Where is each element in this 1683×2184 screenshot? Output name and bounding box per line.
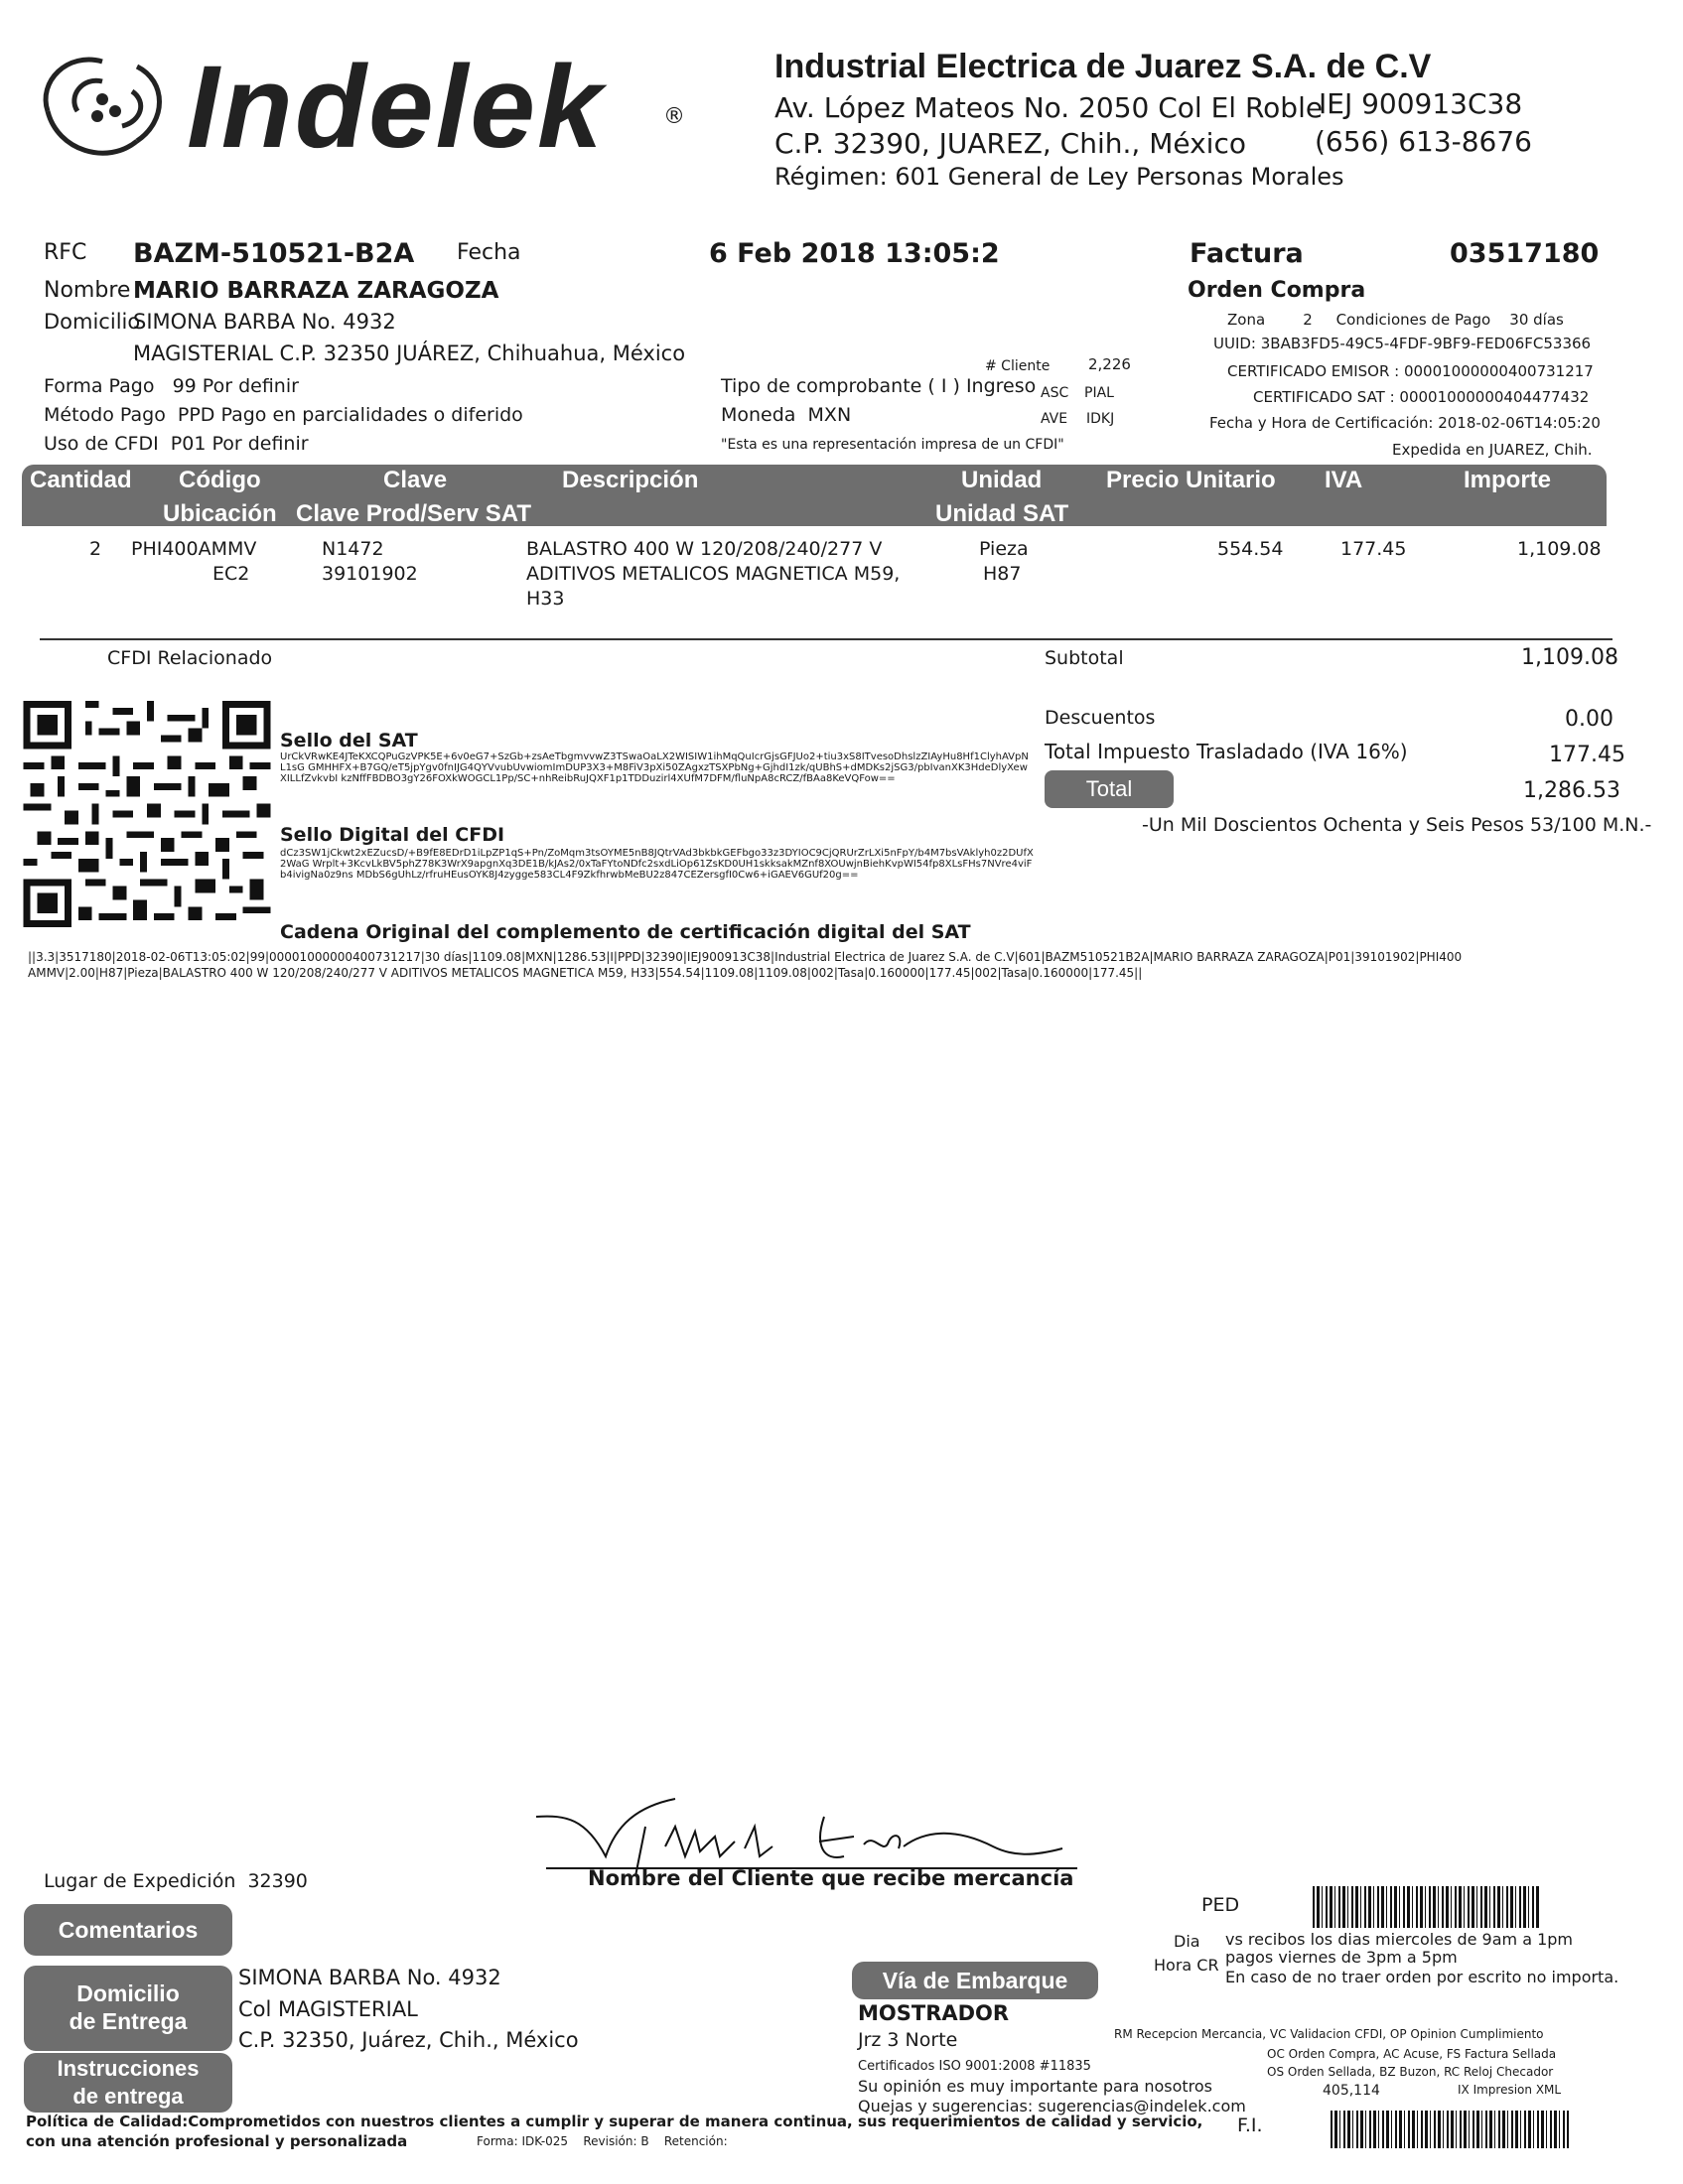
cell-unidad-sat: H87	[983, 563, 1022, 585]
via-embarque-value: MOSTRADOR	[858, 2001, 1010, 2025]
descuentos-label: Descuentos	[1045, 707, 1156, 729]
th-iva: IVA	[1325, 467, 1363, 493]
indelek-swirl-icon	[28, 42, 177, 171]
sello-cfdi-text: dCz3SW1jCkwt2xEZucsD/+B9fE8EDrD1iLpZP1qS+Pn/ZoMqm3tsOYME5nB8JQtrVAd3bkbkGEFbgo33z3DYIOC9CjQRUrZrLXi5nFpY/b4M7bsVAklyh0z2DUfX2WaG Wrplt+3KcvLkBV5phZ78K3WrX9apgnXq3DE1B/kJAs2/0xTaFYtoNDfc2sxdLiOp61ZsKD0UH1skksakMZnf8XOUwjnBiehKvpWI54fp8XLsFHs7NVre4viFb4ivigNa0z9ns MDbS6gUhLz/rfruHEusOYK8J4zygge583CL4F9ZkfhrwbMeBU2z847CEZersgfI0Cw6+iGAEV6GUf20g==	[280, 848, 1034, 881]
cadena-original-title: Cadena Original del complemento de certificación digital del SAT	[280, 921, 971, 943]
cliente-num: 2,226	[1088, 355, 1131, 373]
instrucciones-badge	[24, 2053, 232, 2113]
sello-sat-title: Sello del SAT	[280, 730, 418, 751]
th-precio-unitario: Precio Unitario	[1106, 467, 1276, 493]
impuesto-value: 177.45	[1549, 743, 1625, 767]
qr-code	[22, 701, 272, 927]
lugar-expedicion: Lugar de Expedición 32390	[44, 1870, 308, 1892]
total-value: 1,286.53	[1523, 778, 1620, 803]
client-name: MARIO BARRAZA ZARAGOZA	[133, 278, 499, 304]
politica-calidad-2: con una atención profesional y personalizada	[26, 2132, 408, 2150]
cell-descripcion-2: ADITIVOS METALICOS MAGNETICA M59,	[526, 563, 901, 585]
comentarios-label: Comentarios	[58, 1917, 199, 1943]
subtotal-value: 1,109.08	[1521, 645, 1618, 670]
metodo-pago: Método Pago PPD Pago en parcialidades o diferido	[44, 404, 523, 426]
asc-value: PIAL	[1084, 385, 1114, 401]
client-address-2: MAGISTERIAL C.P. 32350 JUÁREZ, Chihuahua, México	[133, 341, 686, 365]
th-clave: Clave	[383, 467, 448, 493]
invoice-date: 6 Feb 2018 13:05:2	[709, 238, 1000, 269]
factura-label: Factura	[1190, 238, 1304, 269]
domicilio-label: Domicilio	[44, 310, 141, 334]
asc-label: ASC	[1041, 385, 1069, 401]
total-badge	[1045, 770, 1174, 808]
forma-pago: Forma Pago 99 Por definir	[44, 375, 299, 397]
cell-importe: 1,109.08	[1517, 538, 1602, 560]
cell-precio: 554.54	[1217, 538, 1284, 560]
entrega-address-2: Col MAGISTERIAL	[238, 1997, 418, 2021]
company-name: Industrial Electrica de Juarez S.A. de C.V	[774, 48, 1432, 85]
company-address-1: Av. López Mateos No. 2050 Col El Roble	[774, 91, 1324, 124]
nombre-label: Nombre	[44, 278, 131, 303]
tipo-comprobante: Tipo de comprobante ( I ) Ingreso	[721, 375, 1037, 397]
ave-label: AVE	[1041, 411, 1068, 427]
zona-line: Zona 2 Condiciones de Pago 30 días	[1227, 311, 1564, 329]
politica-calidad-1: Política de Calidad:Comprometidos con nuestros clientes a cumplir y superar de manera continua, sus requerimientos de calidad y servicio,	[26, 2113, 1203, 2130]
th-ubicacion: Ubicación	[163, 500, 277, 527]
table-bottom-divider	[40, 638, 1613, 640]
cell-iva: 177.45	[1340, 538, 1407, 560]
cell-clave-sat: 39101902	[322, 563, 418, 585]
recibos-line-3: En caso de no traer orden por escrito no importa.	[1225, 1968, 1619, 1986]
expedida-en: Expedida en JUAREZ, Chih.	[1392, 441, 1593, 459]
company-logo	[28, 30, 703, 199]
th-cantidad: Cantidad	[30, 467, 132, 493]
cell-codigo: PHI400AMMV	[131, 538, 257, 560]
cell-cantidad: 2	[89, 538, 102, 560]
total-en-letra: -Un Mil Doscientos Ochenta y Seis Pesos 53/100 M.N.-	[1142, 814, 1652, 836]
fi-label: F.I.	[1237, 2115, 1263, 2136]
client-rfc: BAZM-510521-B2A	[133, 238, 415, 269]
company-regimen: Régimen: 601 General de Ley Personas Morales	[774, 163, 1344, 191]
company-phone: (656) 613-8676	[1315, 125, 1532, 158]
forma-revision: Forma: IDK-025 Revisión: B Retención:	[477, 2134, 728, 2148]
hora-cr-label: Hora CR	[1154, 1956, 1219, 1975]
cell-ubicacion: EC2	[212, 563, 250, 585]
entrega-address-1: SIMONA BARBA No. 4932	[238, 1966, 501, 1989]
cell-descripcion-3: H33	[526, 588, 565, 610]
fecha-certificacion: Fecha y Hora de Certificación: 2018-02-06T14:05:20	[1209, 414, 1601, 432]
uso-cfdi: Uso de CFDI P01 Por definir	[44, 433, 309, 455]
th-descripcion: Descripción	[562, 467, 699, 493]
th-unidad-sat: Unidad SAT	[935, 500, 1069, 527]
company-rfc: IEJ 900913C38	[1319, 87, 1523, 120]
cell-unidad: Pieza	[979, 538, 1029, 560]
quejas-text: Quejas y sugerencias: sugerencias@indelek.com	[858, 2097, 1246, 2116]
opinion-text: Su opinión es muy importante para nosotros	[858, 2077, 1213, 2096]
cert-emisor: CERTIFICADO EMISOR : 00001000000400731217	[1227, 362, 1594, 380]
client-address-1: SIMONA BARBA No. 4932	[133, 310, 396, 334]
oc-legend: OC Orden Compra, AC Acuse, FS Factura Sellada	[1267, 2047, 1557, 2061]
ave-value: IDKJ	[1086, 411, 1115, 427]
cell-descripcion-1: BALASTRO 400 W 120/208/240/277 V	[526, 538, 883, 560]
ix-legend: IX Impresion XML	[1458, 2083, 1562, 2097]
cell-clave: N1472	[322, 538, 384, 560]
ped-label: PED	[1201, 1894, 1240, 1916]
registered-mark-icon: ®	[663, 104, 685, 129]
barcode-top	[1313, 1886, 1541, 1928]
th-unidad: Unidad	[961, 467, 1043, 493]
th-clave-prod-sat: Clave Prod/Serv SAT	[296, 500, 531, 527]
impuesto-label: Total Impuesto Trasladado (IVA 16%)	[1045, 740, 1408, 763]
iso-cert: Certificados ISO 9001:2008 #11835	[858, 2059, 1091, 2074]
cert-sat: CERTIFICADO SAT : 00001000000404477432	[1253, 388, 1590, 406]
sello-sat-text: UrCkVRwKE4JTeKXCQPuGzVPK5E+6v0eG7+SzGb+zsAeTbgmvvwZ3TSwaOaLX2WISIW1ihMqQuIcrGjsGFJUo2+tiu3xS8ITvesoDhslzZIAyHu8Hf1ClyhAVpNL1sG GMHHFX+B7GQ/eT5jpYgv0fnIJG4QYVvubUvwiomImDUP3X3+M8FiV3pXi50ZAgxzTSXPbNg+GjhdI1zk/qUBhS+dMDKs2jSG3/pbIvanXK3HdeDlyXewXILLfZvkvbI kzNffFBDBO3gY26FOXkWOGCL1Pp/SC+nhReibRuJQXF1p1TDDuzirl4XUfM7DFM/fluNpA8cRCZ/fBAa8KeVQFow==	[280, 751, 1029, 784]
domicilio-entrega-badge	[24, 1966, 232, 2051]
entrega-address-3: C.P. 32350, Juárez, Chih., México	[238, 2028, 579, 2052]
fecha-label: Fecha	[457, 240, 521, 265]
subtotal-label: Subtotal	[1045, 647, 1124, 669]
via-embarque-label: Vía de Embarque	[882, 1968, 1068, 1993]
dia-label: Dia	[1174, 1932, 1200, 1951]
rfc-label: RFC	[44, 240, 87, 265]
instrucciones-line2: de entrega	[72, 2084, 184, 2109]
rm-legend: RM Recepcion Mercancia, VC Validacion CFDI, OP Opinion Cumplimiento	[1114, 2027, 1544, 2041]
via-embarque-sub: Jrz 3 Norte	[858, 2029, 958, 2051]
cliente-num-label: # Cliente	[985, 358, 1051, 374]
moneda: Moneda MXN	[721, 404, 852, 426]
recibos-line-1: vs recibos los dias miercoles de 9am a 1pm	[1225, 1930, 1574, 1949]
domicilio-entrega-line1: Domicilio	[76, 1980, 180, 2006]
instrucciones-line1: Instrucciones	[57, 2056, 200, 2081]
os-legend: OS Orden Sellada, BZ Buzon, RC Reloj Checador	[1267, 2065, 1554, 2079]
descuentos-value: 0.00	[1565, 707, 1613, 732]
th-codigo: Código	[179, 467, 261, 493]
via-embarque-badge	[852, 1962, 1098, 1999]
sello-cfdi-title: Sello Digital del CFDI	[280, 824, 505, 846]
uuid: UUID: 3BAB3FD5-49C5-4FDF-9BF9-FED06FC53366	[1213, 335, 1592, 352]
firma-label: Nombre del Cliente que recibe mercancía	[588, 1866, 1074, 1890]
logo-text: Indelek	[187, 42, 605, 173]
folio: 405,114	[1323, 2083, 1380, 2099]
recibos-line-2: pagos viernes de 3pm a 5pm	[1225, 1948, 1458, 1967]
orden-compra-label: Orden Compra	[1188, 278, 1366, 303]
factura-number: 03517180	[1450, 238, 1600, 269]
comentarios-badge	[24, 1904, 232, 1956]
representacion-cfdi: "Esta es una representación impresa de un CFDI"	[721, 437, 1064, 453]
th-importe: Importe	[1464, 467, 1552, 493]
domicilio-entrega-line2: de Entrega	[69, 2008, 188, 2034]
barcode-bottom	[1331, 2111, 1569, 2148]
total-label: Total	[1085, 776, 1133, 801]
cadena-original-text: ||3.3|3517180|2018-02-06T13:05:02|99|00001000000400731217|30 días|1109.08|MXN|1286.53|I|PPD|32390|IEJ900913C38|Industrial Electrica de Juarez S.A. de C.V|601|BAZM510521B2A|MARIO BARRAZA ZARAGOZA|P01|39101902|PHI400AMMV|2.00|H87|Pieza|BALASTRO 400 W 120/208/240/277 V ADITIVOS METALICOS MAGNETICA M59, H33|554.54|1109.08|1109.08|002|Tasa|0.160000|177.45|002|Tasa|0.160000|177.45||	[28, 950, 1463, 980]
cfdi-relacionado: CFDI Relacionado	[107, 647, 273, 669]
company-address-2: C.P. 32390, JUAREZ, Chih., México	[774, 127, 1246, 160]
